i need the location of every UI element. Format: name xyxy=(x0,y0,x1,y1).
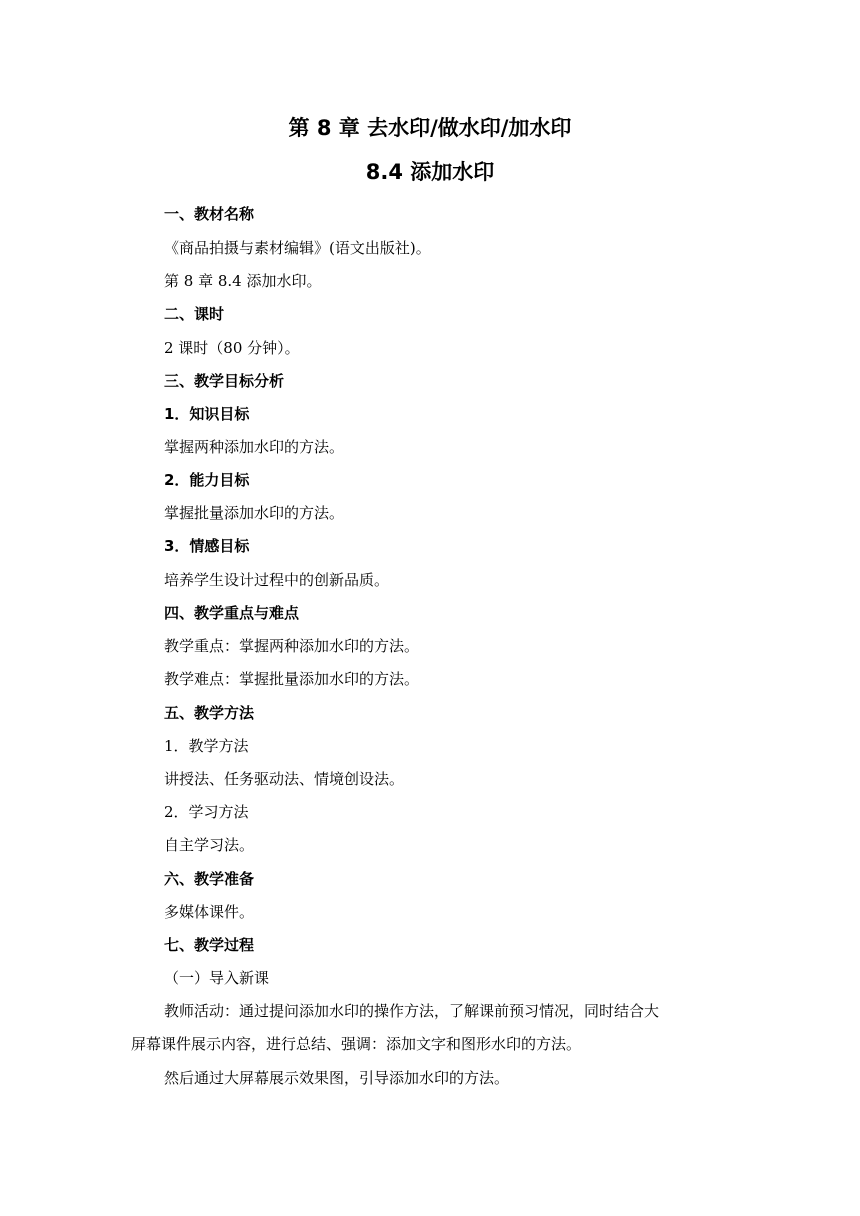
objective-knowledge-heading: 1．知识目标 xyxy=(164,405,250,423)
preparation-text: 多媒体课件。 xyxy=(164,903,255,921)
objective-ability-text: 掌握批量添加水印的方法。 xyxy=(164,504,345,522)
class-hours: 2 课时（80 分钟）。 xyxy=(164,339,300,357)
process-paragraph-2: 然后通过大屏幕展示效果图，引导添加水印的方法。 xyxy=(164,1069,510,1087)
method-learning-text: 自主学习法。 xyxy=(164,836,255,854)
process-paragraph-1-line-1: 教师活动：通过提问添加水印的操作方法，了解课前预习情况，同时结合大 xyxy=(164,1002,660,1020)
process-paragraph-1-line-2: 屏幕课件展示内容，进行总结、强调：添加文字和图形水印的方法。 xyxy=(131,1035,582,1053)
objective-ability-heading: 2．能力目标 xyxy=(164,471,250,489)
section-heading-objectives: 三、教学目标分析 xyxy=(164,372,285,390)
section-title: 8.4 添加水印 xyxy=(365,160,495,184)
objective-emotion-heading: 3．情感目标 xyxy=(164,537,250,555)
textbook-chapter: 第 8 章 8.4 添加水印。 xyxy=(164,272,322,290)
focus-difficulty: 教学难点：掌握批量添加水印的方法。 xyxy=(164,670,420,688)
focus-key-point: 教学重点：掌握两种添加水印的方法。 xyxy=(164,637,420,655)
section-heading-hours: 二、课时 xyxy=(164,305,225,323)
method-learning-heading: 2．学习方法 xyxy=(164,803,249,821)
section-heading-process: 七、教学过程 xyxy=(164,936,255,954)
section-heading-textbook: 一、教材名称 xyxy=(164,205,255,223)
textbook-name: 《商品拍摄与素材编辑》(语文出版社)。 xyxy=(164,239,431,257)
process-intro-heading: （一）导入新课 xyxy=(164,969,270,987)
section-heading-preparation: 六、教学准备 xyxy=(164,870,255,888)
section-heading-focus: 四、教学重点与难点 xyxy=(164,604,300,622)
method-teaching-heading: 1．教学方法 xyxy=(164,737,249,755)
objective-emotion-text: 培养学生设计过程中的创新品质。 xyxy=(164,571,390,589)
section-heading-methods: 五、教学方法 xyxy=(164,704,255,722)
method-teaching-text: 讲授法、任务驱动法、情境创设法。 xyxy=(164,770,405,788)
chapter-title: 第 8 章 去水印/做水印/加水印 xyxy=(288,116,572,140)
objective-knowledge-text: 掌握两种添加水印的方法。 xyxy=(164,438,345,456)
